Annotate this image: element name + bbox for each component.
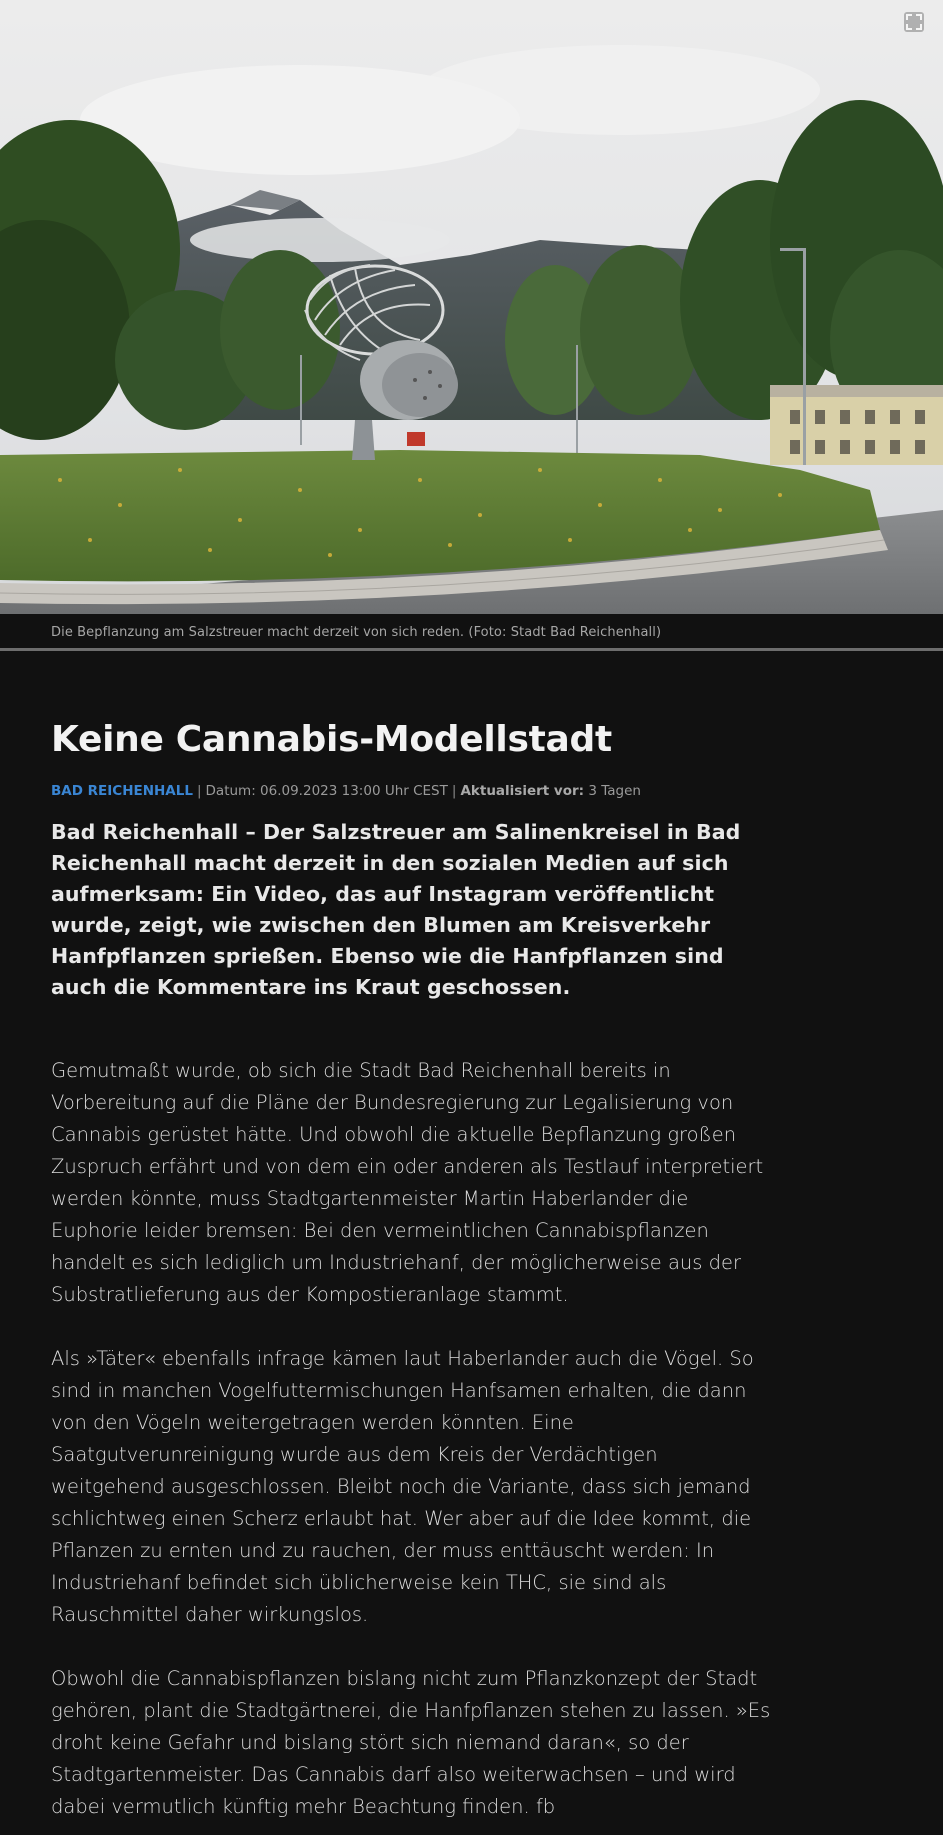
image-caption-bar bbox=[0, 614, 943, 651]
image-caption: Die Bepflanzung am Salzstreuer macht derzeit von sich reden. (Foto: Stadt Bad Reichenhall) bbox=[51, 625, 662, 640]
body-paragraph: Als »Täter« ebenfalls infrage kämen laut Haberlander auch die Vögel. So sind in manchen Vogelfuttermischungen Hanfsamen erhalten, die dann von den Vögeln weitergetragen werden könnten. Eine Saatgutverunreinigung wurde aus dem Kreis der Verdächtigen weitgehend ausgeschlossen. Bleibt noch die Variante, dass sich jemand schlichtweg einen Scherz erlaubt hat. Wer aber auf die Idee kommt, die Pflanzen zu ernten und zu rauchen, der muss enttäuscht werden: In Industriehanf befindet sich üblicherweise kein THC, sie sind als Rauschmittel daher wirkungslos. bbox=[51, 1347, 754, 1626]
fullscreen-icon-glyph bbox=[902, 10, 926, 34]
meta-separator: | bbox=[196, 783, 202, 799]
article-title: Keine Cannabis-Modellstadt bbox=[51, 719, 612, 760]
article-lead: Bad Reichenhall – Der Salzstreuer am Salinenkreisel in Bad Reichenhall macht derzeit in den sozialen Medien auf sich aufmerksam: Ein Video, das auf Instagram veröffentlicht wurde, zeigt, wie zwischen den Blumen am Kreisverkehr Hanfpflanzen sprießen. Ebenso wie die Hanfpflanzen sind auch die Kommentare ins Kraut geschossen. bbox=[51, 820, 741, 999]
body-paragraph: Obwohl die Cannabispflanzen bislang nicht zum Pflanzkonzept der Stadt gehören, plant die Stadtgärtnerei, die Hanfpflanzen stehen zu lassen. »Es droht keine Gefahr und bislang stört sich niemand daran«, so der Stadtgartenmeister. Das Cannabis darf also weiterwachsen – und wird dabei vermutlich künftig mehr Beachtung finden. fb bbox=[51, 1667, 771, 1818]
updated-value: 3 Tagen bbox=[588, 783, 641, 799]
body-paragraph: Gemutmaßt wurde, ob sich die Stadt Bad Reichenhall bereits in Vorbereitung auf die Pläne der Bundesregierung zur Legalisierung von Cannabis gerüstet hätte. Und obwohl die aktuelle Bepflanzung großen Zuspruch erfährt und von dem ein oder anderen als Testlauf interpretiert werden könnte, muss Stadtgartenmeister Martin Haberlander die Euphorie leider bremsen: Bei den vermeintlichen Cannabispflanzen handelt es sich lediglich um Industriehanf, der möglicherweise aus der Substratlieferung aus der Kompostieranlage stammt. bbox=[51, 1059, 764, 1306]
meta-separator: | bbox=[451, 783, 457, 799]
hero-photo bbox=[0, 0, 943, 614]
article-meta bbox=[51, 781, 771, 801]
location-link[interactable]: BAD REICHENHALL bbox=[51, 783, 193, 799]
fullscreen-icon[interactable] bbox=[902, 10, 926, 34]
article-body bbox=[51, 1055, 771, 1823]
updated-label: Aktualisiert vor: bbox=[460, 783, 585, 799]
hero-image[interactable] bbox=[0, 0, 943, 614]
article-content bbox=[51, 718, 771, 1835]
publish-date: Datum: 06.09.2023 13:00 Uhr CEST bbox=[205, 783, 448, 799]
